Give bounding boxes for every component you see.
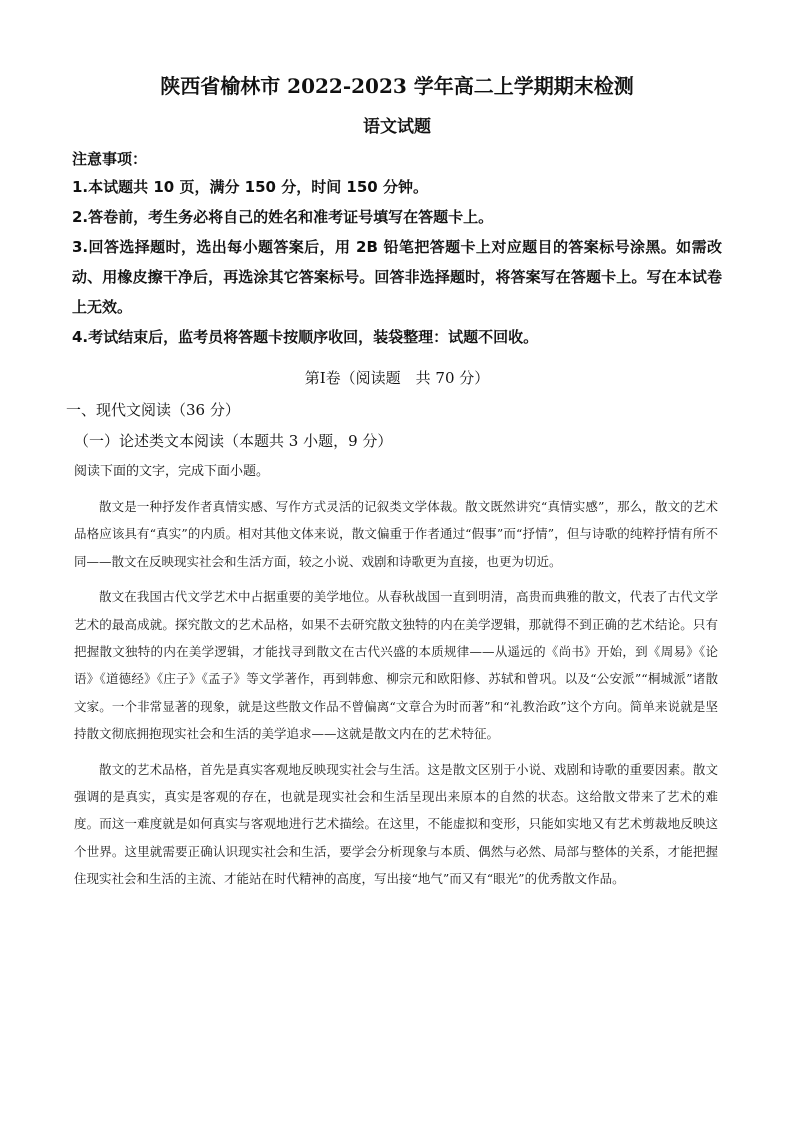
reading-passage: [74, 493, 718, 901]
subsection-title: （一）论述类文本阅读（本题共 3 小题，9 分）: [74, 432, 393, 450]
notes-block: [72, 146, 722, 352]
notes-item: 1.本试题共 10 页，满分 150 分，时间 150 分钟。: [72, 178, 428, 196]
section-title: 一、现代文阅读（36 分）: [66, 401, 240, 419]
notes-heading: 注意事项：: [72, 150, 148, 168]
exam-title: 陕西省榆林市 2022-2023 学年高二上学期期末检测: [160, 74, 634, 98]
passage-paragraph: 散文的艺术品格，首先是真实客观地反映现实社会与生活。这是散文区别于小说、戏剧和诗歌的重要因素。散文强调的是真实，真实是客观的存在，也就是现实社会和生活呈现出来原本的自然的状态。这给散文带来了艺术的难度。而这一难度就是如何真实与客观地进行艺术描绘。在这里，不能虚拟和变形，只能如实地又有艺术剪裁地反映这个世界。这里就需要正确认识现实社会和生活，要学会分析现象与本质、偶然与必然、局部与整体的关系，才能把握住现实社会和生活的主流、才能站在时代精神的高度，写出接“地气”而又有“眼光”的优秀散文作品。: [74, 761, 718, 887]
part-title: 第Ⅰ卷（阅读题 共 70 分）: [304, 369, 490, 387]
notes-item: 2.答卷前，考生务必将自己的姓名和准考证号填写在答题卡上。: [72, 208, 494, 226]
notes-item: 3.回答选择题时，选出每小题答案后，用 2B 铅笔把答题卡上对应题目的答案标号涂黑。如需改动、用橡皮擦干净后，再选涂其它答案标号。回答非选择题时，将答案写在答题卡上。写在本试卷上无效。: [72, 238, 722, 316]
reading-instruction: 阅读下面的文字，完成下面小题。: [74, 464, 270, 479]
notes-item: 4.考试结束后，监考员将答题卡按顺序收回，装袋整理：试题不回收。: [72, 328, 539, 346]
passage-paragraph: 散文是一种抒发作者真情实感、写作方式灵活的记叙类文学体裁。散文既然讲究“真情实感”，那么，散文的艺术品格应该具有“真实”的内质。相对其他文体来说，散文偏重于作者通过“假事”而“抒情”，但与诗歌的纯粹抒情有所不同——散文在反映现实社会和生活方面，较之小说、戏剧和诗歌更为直接，也更为切近。: [74, 499, 718, 569]
exam-subtitle: 语文试题: [363, 117, 431, 137]
passage-paragraph: 散文在我国古代文学艺术中占据重要的美学地位。从春秋战国一直到明清，高贵而典雅的散文，代表了古代文学艺术的最高成就。探究散文的艺术品格，如果不去研究散文独特的内在美学逻辑，那就得不到正确的艺术结论。只有把握散文独特的内在美学逻辑，才能找寻到散文在古代兴盛的本质规律——从遥远的《尚书》开始，到《周易》《论语》《道德经》《庄子》《孟子》等文学著作，再到韩愈、柳宗元和欧阳修、苏轼和曾巩。以及“公安派”“桐城派”诸散文家。一个非常显著的现象，就是这些散文作品不曾偏离“文章合为时而著”和“礼教治政”这个方向。简单来说就是坚持散文彻底拥抱现实社会和生活的美学追求——这就是散文内在的艺术特征。: [74, 589, 718, 742]
